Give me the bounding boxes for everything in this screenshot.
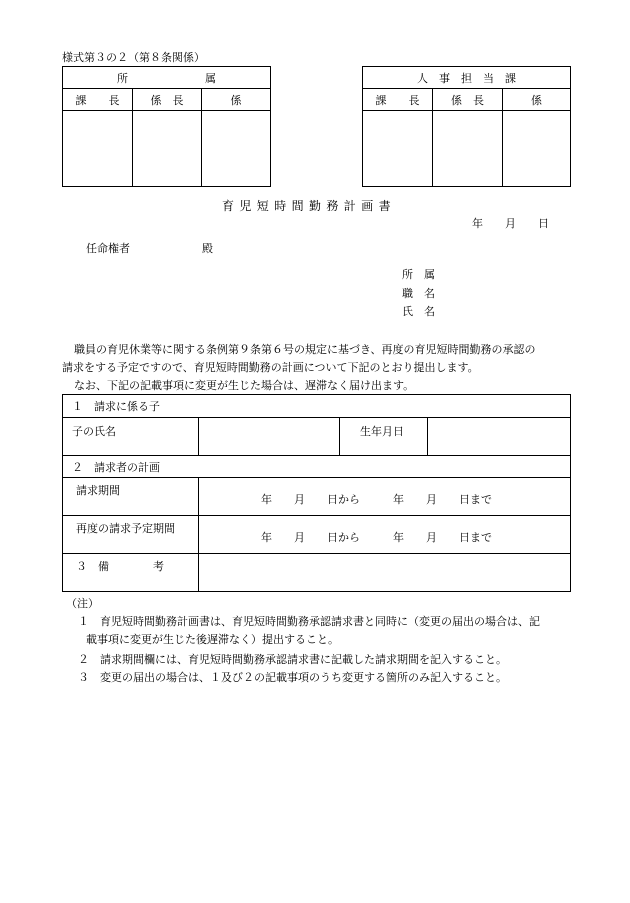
applicant-name-label: 氏 名 [402,305,435,318]
approval-box-affiliation [62,66,271,187]
approval-header: 所 属 [63,67,271,89]
approval-col-kacho: 課 長 [363,89,433,111]
child-name-label: 子の氏名 [63,418,199,456]
note-3: ３ 変更の届出の場合は、１及び２の記載事項のうち変更する箇所のみ記入すること。 [78,671,507,684]
body-paragraph-1-cont: 請求をする予定ですので、育児短時間勤務の計画について下記のとおり提出します。 [62,361,479,374]
section-plan-heading: ２ 請求者の計画 [63,456,571,478]
approval-header: 人 事 担 当 課 [363,67,571,89]
child-name-input[interactable] [199,418,340,456]
approval-col-kacho: 課 長 [63,89,133,111]
stamp-cell[interactable] [363,111,433,187]
period-label: 請求期間 [63,478,199,516]
date-line: 年 月 日 [472,217,549,230]
note-2: ２ 請求期間欄には、育児短時間勤務承認請求書に記載した請求期間を記入すること。 [78,653,507,666]
replan-period-label: 再度の請求予定期間 [63,516,199,554]
approval-box-personnel [362,66,571,187]
approval-col-kakaricho: 係 長 [433,89,503,111]
body-paragraph-1: 職員の育児休業等に関する条例第９条第６号の規定に基づき、再度の育児短時間勤務の承認の [74,343,536,356]
addressee-honorific: 殿 [202,242,213,255]
body-paragraph-2: なお、下記の記載事項に変更が生じた場合は、遅滞なく届け出ます。 [74,379,415,392]
period-input[interactable]: 年 月 日から 年 月 日まで [199,478,571,516]
replan-period-input[interactable]: 年 月 日から 年 月 日まで [199,516,571,554]
document-title: 育児短時間勤務計画書 [222,199,397,213]
applicant-affiliation-label: 所 属 [402,268,435,281]
stamp-cell[interactable] [503,111,571,187]
notes-heading: （注） [66,597,99,610]
remarks-input[interactable] [199,554,571,592]
section-child-heading: １ 請求に係る子 [63,395,571,418]
approval-col-kakari: 係 [202,89,271,111]
note-1-cont: 載事項に変更が生じた後遅滞なく）提出すること。 [86,633,339,646]
birthdate-label: 生年月日 [340,418,428,456]
request-table [62,394,571,592]
stamp-cell[interactable] [202,111,271,187]
form-label: 様式第３の２（第８条関係） [62,51,205,64]
applicant-position-label: 職 名 [402,287,435,300]
birthdate-input[interactable] [428,418,571,456]
addressee: 任命権者 [86,242,130,255]
approval-col-kakaricho: 係 長 [133,89,202,111]
stamp-cell[interactable] [63,111,133,187]
stamp-cell[interactable] [433,111,503,187]
stamp-cell[interactable] [133,111,202,187]
note-1: １ 育児短時間勤務計画書は、育児短時間勤務承認請求書と同時に（変更の届出の場合は、記 [78,615,540,628]
approval-col-kakari: 係 [503,89,571,111]
remarks-label: ３ 備 考 [63,554,199,592]
